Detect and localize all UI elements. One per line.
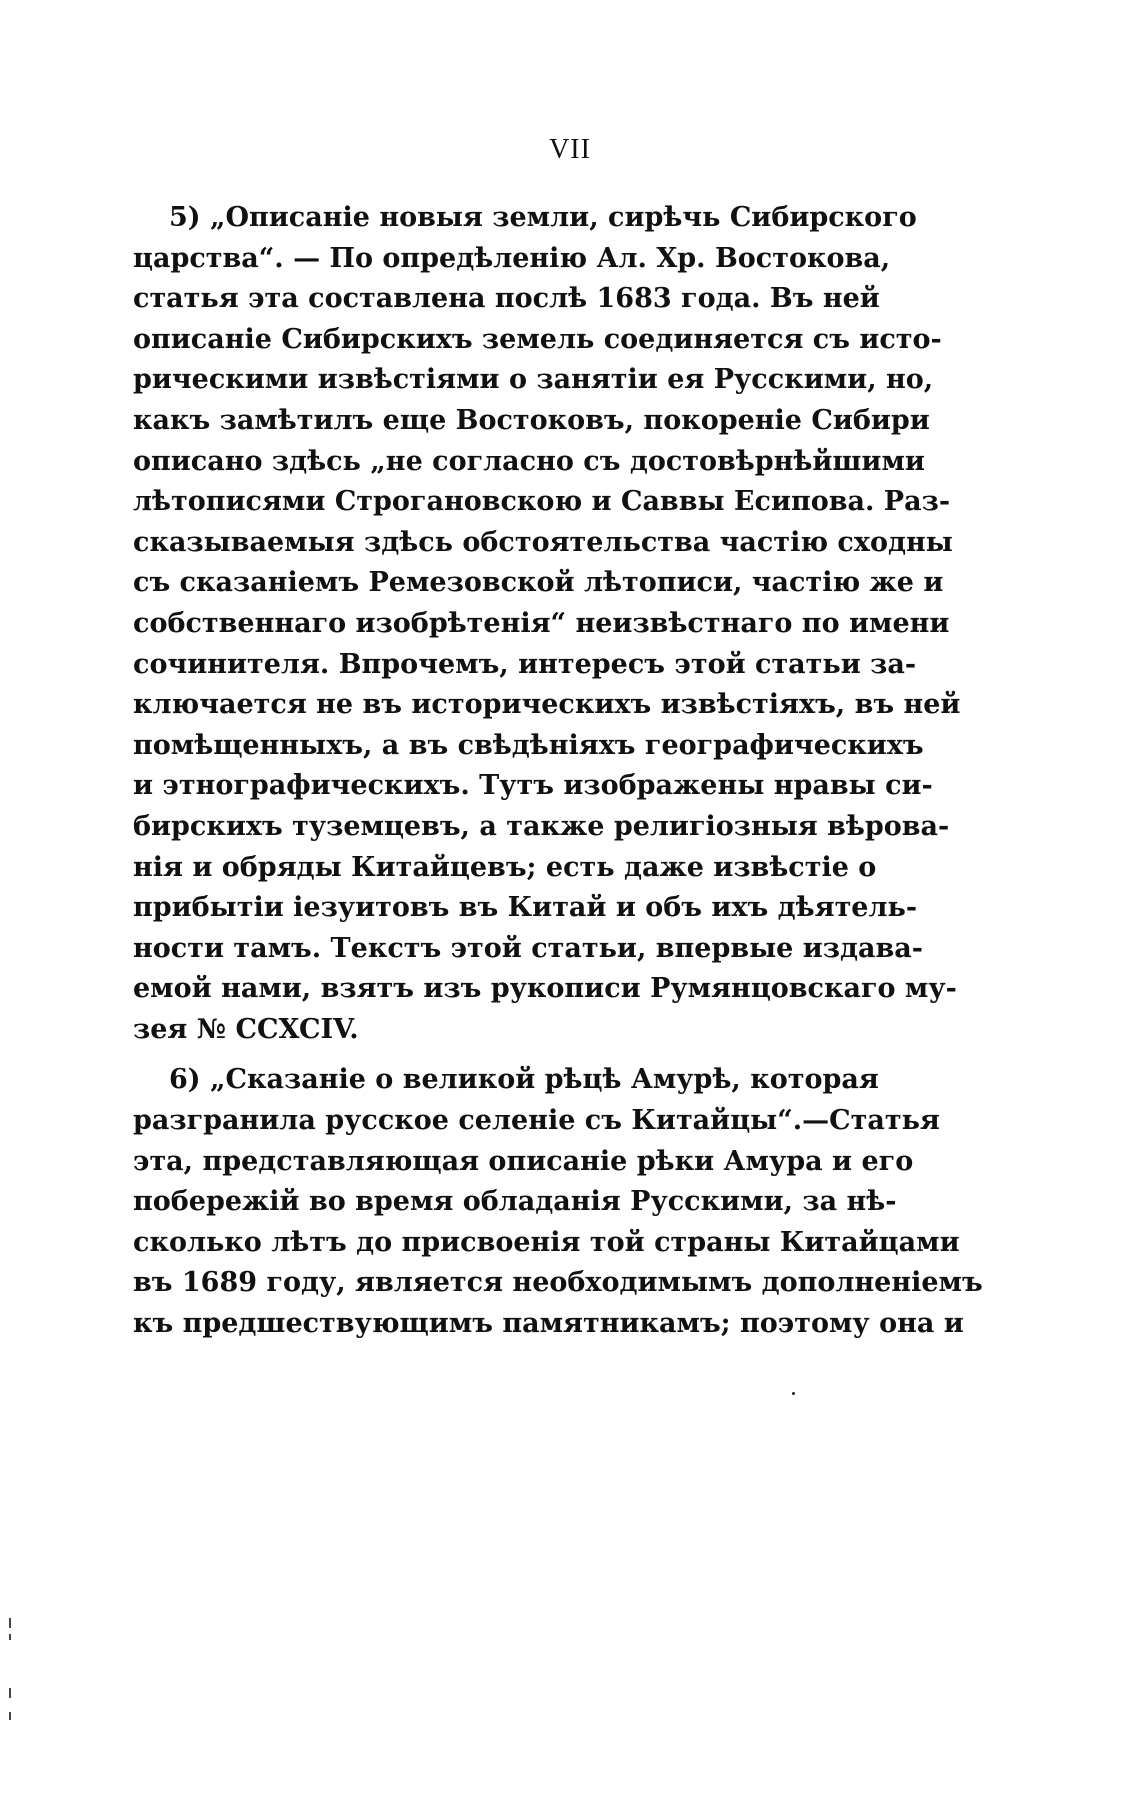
paragraph-6 xyxy=(133,1060,983,1344)
text-line: зея № CCXCIV. xyxy=(133,1013,359,1045)
text-line: сколько лѣтъ до присвоенія той страны Китайцами xyxy=(133,1226,960,1258)
text-line: емой нами, взятъ изъ рукописи Румянцовскаго му- xyxy=(133,973,957,1005)
text-line: 6) „Сказаніе о великой рѣцѣ Амурѣ, которая xyxy=(169,1064,879,1096)
text-line: нія и обряды Китайцевъ; есть даже извѣстіе о xyxy=(133,851,877,883)
text-line: сочинителя. Впрочемъ, интересъ этой статьи за- xyxy=(133,648,917,680)
text-line: сказываемыя здѣсь обстоятельства частію сходны xyxy=(133,526,953,558)
text-line: прибытіи іезуитовъ въ Китай и объ ихъ дѣятель- xyxy=(133,892,918,924)
text-line: описано здѣсь „не согласно съ достовѣрнѣйшими xyxy=(133,445,925,477)
text-line: какъ замѣтилъ еще Востоковъ, покореніе Сибири xyxy=(133,404,930,436)
text-line: статья эта составлена послѣ 1683 года. Въ ней xyxy=(133,283,880,315)
text-line: рическими извѣстіями о занятіи ея Русскими, но, xyxy=(133,364,934,396)
ink-speck xyxy=(792,1392,795,1395)
text-line: помѣщенныхъ, а въ свѣдѣніяхъ географическихъ xyxy=(133,729,924,761)
text-line: эта, представляющая описаніе рѣки Амура и его xyxy=(133,1145,914,1177)
text-line: собственнаго изобрѣтенія“ неизвѣстнаго по имени xyxy=(133,607,950,639)
text-line: описаніе Сибирскихъ земель соединяется съ исто- xyxy=(133,323,942,355)
text-line: лѣтописями Строгановскою и Саввы Есипова. Раз- xyxy=(133,486,951,518)
page-number: VII xyxy=(549,134,591,165)
text-line: бирскихъ туземцевъ, а также религіозныя вѣрова- xyxy=(133,810,950,842)
text-line: 5) „Описаніе новыя земли, сирѣчь Сибирского xyxy=(169,202,917,233)
text-line: царства“. — По опредѣленію Ал. Хр. Востокова, xyxy=(133,242,891,274)
text-line: и этнографическихъ. Тутъ изображены нравы си- xyxy=(133,770,933,802)
paragraph-5 xyxy=(133,198,961,1050)
text-line: разгранила русское селеніе съ Китайцы“.—Статья xyxy=(133,1105,940,1137)
text-line: въ 1689 году, является необходимымъ дополненіемъ xyxy=(133,1267,983,1299)
text-line: ности тамъ. Текстъ этой статьи, впервые издава- xyxy=(133,932,923,964)
text-line: ключается не въ историческихъ извѣстіяхъ, въ ней xyxy=(133,689,961,721)
text-line: побережій во время обладанія Русскими, за нѣ- xyxy=(133,1186,897,1218)
text-line: съ сказаніемъ Ремезовской лѣтописи, частію же и xyxy=(133,567,944,599)
text-line: къ предшествующимъ памятникамъ; поэтому она и xyxy=(133,1308,964,1340)
body-text xyxy=(133,198,983,1345)
scan-margin-marks xyxy=(0,0,12,1796)
